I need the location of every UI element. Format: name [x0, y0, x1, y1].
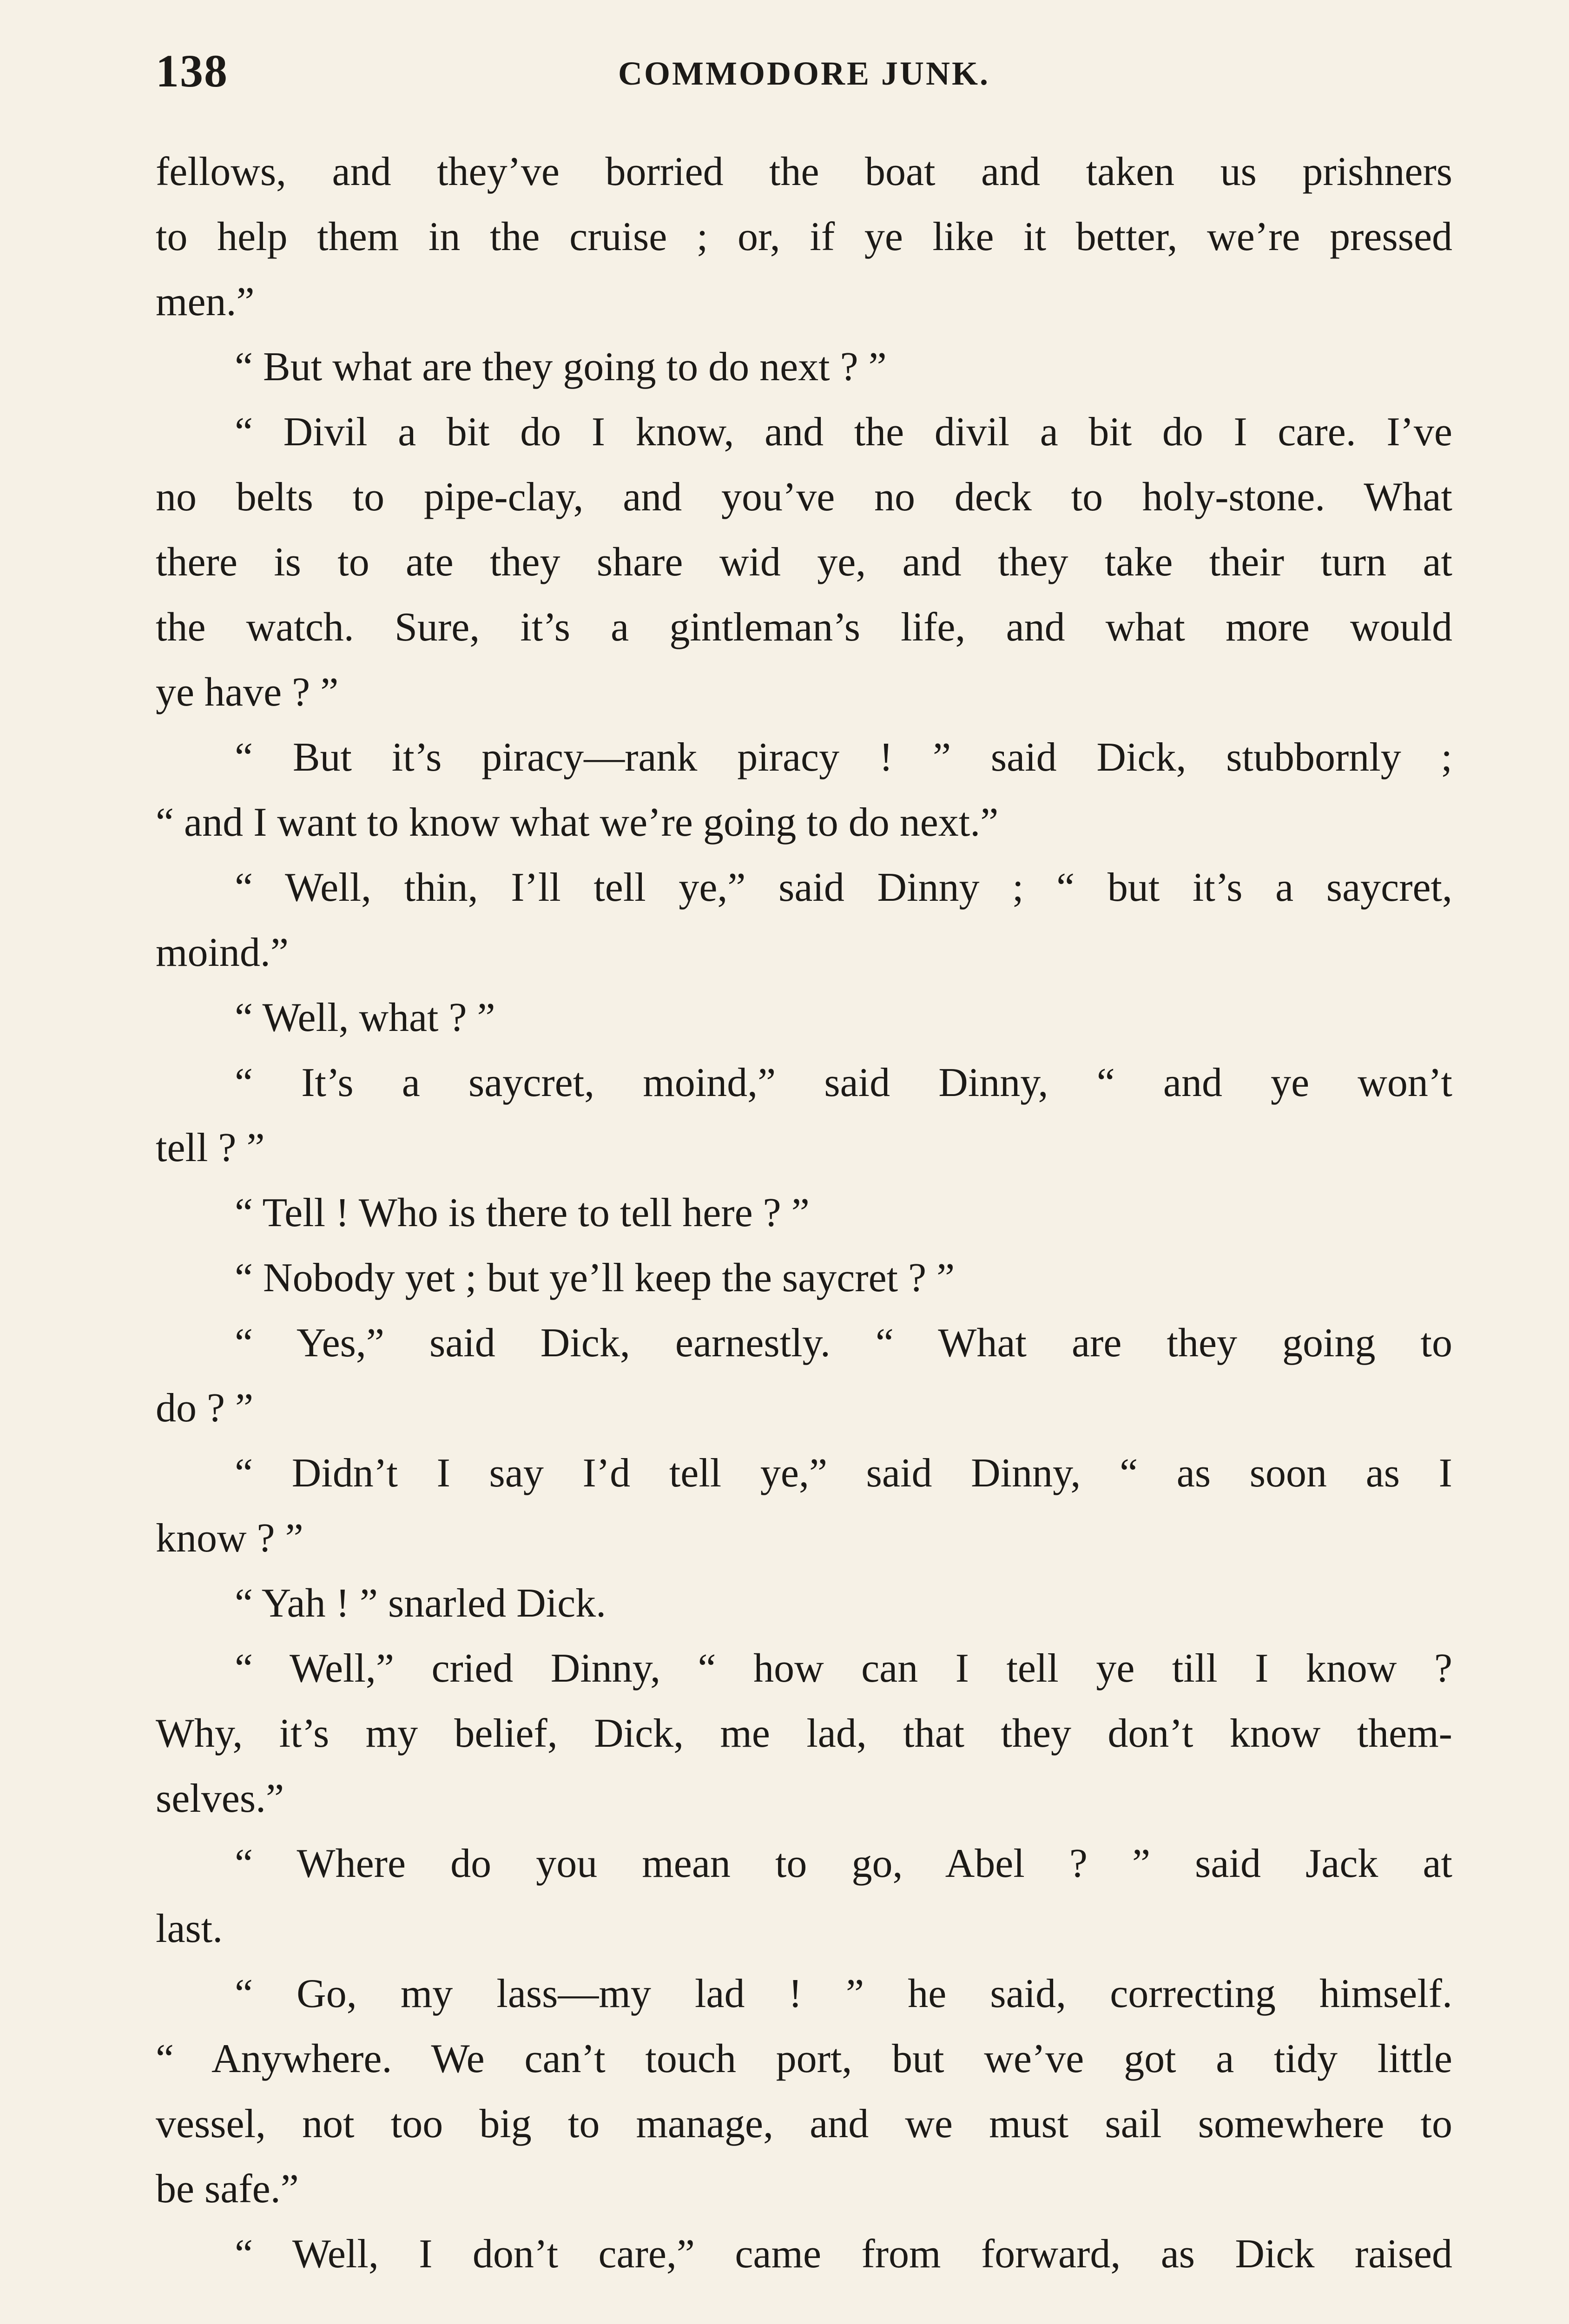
text-line: “ Divil a bit do I know, and the divil a bit do I care. I’ve: [235, 409, 1452, 455]
text-line: do ? ”: [156, 1386, 254, 1431]
text-line: Why, it’s my belief, Dick, me lad, that they don’t know them-: [156, 1711, 1452, 1756]
text-line: “ Where do you mean to go, Abel ? ” said Jack at: [235, 1841, 1452, 1886]
text-line: “ Anywhere. We can’t touch port, but we’ve got a tidy little: [156, 2036, 1452, 2081]
text-line: tell ? ”: [156, 1125, 265, 1170]
text-line: “ Tell ! Who is there to tell here ? ”: [235, 1190, 810, 1235]
text-line: ye have ? ”: [156, 670, 339, 715]
text-line: “ Well, I don’t care,” came from forward, as Dick raised: [235, 2232, 1452, 2277]
text-line: moind.”: [156, 930, 289, 975]
text-line: “ Nobody yet ; but ye’ll keep the saycret ? ”: [235, 1255, 955, 1301]
page-number: 138: [156, 45, 228, 97]
text-line: “ But what are they going to do next ? ”: [235, 344, 887, 390]
text-line: “ Go, my lass—my lad ! ” he said, correcting himself.: [235, 1971, 1452, 2016]
text-line: “ and I want to know what we’re going to do next.”: [156, 800, 999, 845]
running-head: [156, 44, 1452, 105]
text-line: there is to ate they share wid ye, and they take their turn at: [156, 540, 1452, 585]
text-line: know ? ”: [156, 1516, 303, 1561]
text-line: fellows, and they’ve borried the boat and taken us prishners: [156, 149, 1452, 194]
text-line: “ Well, thin, I’ll tell ye,” said Dinny ; “ but it’s a saycret,: [235, 865, 1452, 910]
text-line: “ Yes,” said Dick, earnestly. “ What are they going to: [235, 1320, 1452, 1366]
text-line: last.: [156, 1906, 223, 1951]
running-head-title: COMMODORE JUNK.: [618, 55, 990, 92]
text-line: vessel, not too big to manage, and we must sail somewhere to: [156, 2101, 1452, 2146]
text-line: “ Didn’t I say I’d tell ye,” said Dinny, “ as soon as I: [235, 1451, 1452, 1496]
text-line: be safe.”: [156, 2166, 299, 2212]
text-line: “ It’s a saycret, moind,” said Dinny, “ and ye won’t: [235, 1060, 1452, 1105]
text-line: “ Yah ! ” snarled Dick.: [235, 1581, 607, 1626]
text-line: “ Well, what ? ”: [235, 995, 495, 1040]
text-line: to help them in the cruise ; or, if ye like it better, we’re pressed: [156, 214, 1452, 259]
text-line: men.”: [156, 279, 255, 324]
body-text: [156, 139, 1452, 2287]
text-line: “ But it’s piracy—rank piracy ! ” said Dick, stubbornly ;: [235, 735, 1452, 780]
text-line: selves.”: [156, 1776, 284, 1821]
text-line: “ Well,” cried Dinny, “ how can I tell ye till I know ?: [235, 1646, 1452, 1691]
text-line: the watch. Sure, it’s a gintleman’s life, and what more would: [156, 605, 1452, 650]
text-line: no belts to pipe-clay, and you’ve no deck to holy-stone. What: [156, 475, 1452, 520]
